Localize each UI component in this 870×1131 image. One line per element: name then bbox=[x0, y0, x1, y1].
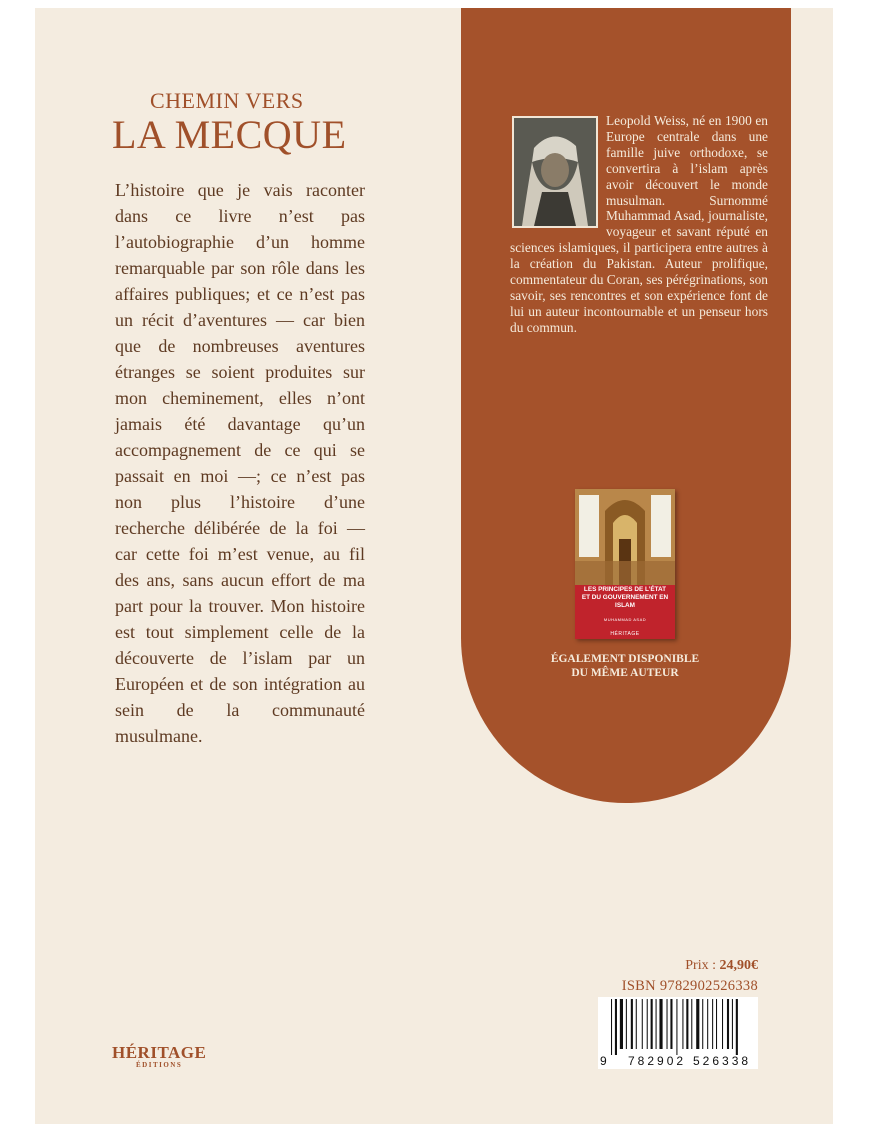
barcode-group-1: 782902 bbox=[628, 1054, 687, 1068]
book-author: MUHAMMAD ASAD bbox=[603, 617, 647, 622]
book-title-1: LES PRINCIPES DE L’ÉTAT bbox=[583, 586, 667, 593]
publisher-logo-sub: ÉDITIONS bbox=[136, 1061, 183, 1069]
book-title-2: ET DU GOUVERNEMENT EN ISLAM bbox=[581, 594, 669, 609]
blurb-text: L’histoire que je vais raconter dans ce livre n’est pas l’autobiographie d’un homme remarquable par son rôle dans les affaires publiques; et ce n’est pas un récit d’aventures — car bien que de nombreuses aventures étranges se soient produites sur mon cheminement, elles n’ont jamais été davantage qu’un accompagnement de ce qui se passait en moi —; ce n’est pas non plus l’histoire d’une recherche délibérée de la foi — car cette foi m’est venue, au fil des ans, sans aucun effort de ma part pour la trouver. Mon histoire est tout simplement celle de la découverte de l’islam par un Européen et de son intégration au sein de la communauté musulmane. bbox=[115, 180, 365, 746]
price-label: Prix : bbox=[685, 958, 716, 973]
author-bio bbox=[510, 113, 768, 336]
title-line-1: CHEMIN VERS bbox=[150, 88, 304, 113]
price bbox=[685, 958, 758, 974]
also-available-line-2: DU MÊME AUTEUR bbox=[571, 667, 679, 679]
barcode-group-2: 526338 bbox=[693, 1054, 752, 1068]
title-line-2: LA MECQUE bbox=[112, 112, 347, 157]
isbn: ISBN 9782902526338 bbox=[621, 978, 758, 994]
barcode-digit-first: 9 bbox=[600, 1054, 607, 1068]
photo-spacer bbox=[510, 113, 606, 227]
barcode bbox=[598, 997, 758, 1069]
publisher-logo: HÉRITAGE bbox=[112, 1043, 207, 1062]
price-value: 24,90€ bbox=[719, 958, 758, 973]
also-available-line-1: ÉGALEMENT DISPONIBLE bbox=[550, 653, 700, 665]
bio-text: Leopold Weiss, né en 1900 en Europe centrale dans une famille juive orthodoxe, se convertira à l’islam après avoir découvert le monde musulman. Surnommé Muhammad Asad, journaliste, voyageur et savant réputé en sciences islamiques, il participera entre autres à la création du Pakistan. Auteur prolifique, commentateur du Coran, ses pérégrinations, son savoir, ses rencontres et son expérience font de lui un auteur incontournable et un penseur hors du commun. bbox=[510, 113, 768, 335]
barcode-bars bbox=[598, 999, 758, 1055]
book-publisher: HÉRITAGE bbox=[610, 631, 640, 637]
related-book-cover[interactable] bbox=[575, 489, 675, 639]
also-available-caption bbox=[505, 652, 745, 680]
